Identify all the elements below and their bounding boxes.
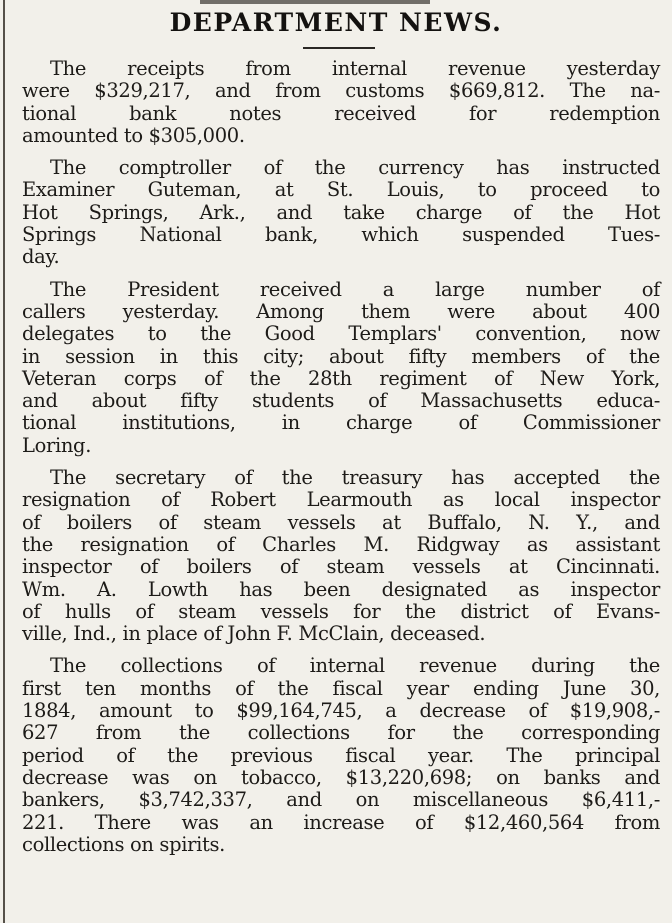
paragraph-line: tional bank notes received for redemption (22, 101, 660, 125)
top-rule-fragment (200, 0, 430, 4)
paragraph-comptroller (22, 157, 660, 268)
paragraph-line: first ten months of the fiscal year ending June 30, (22, 676, 660, 700)
paragraph-line: delegates to the Good Templars' convention, now (22, 322, 660, 346)
paragraph-internal-revenue-collections (22, 655, 660, 856)
paragraph-line: The President received a large number of (50, 277, 660, 301)
paragraph-line: and about fifty students of Massachusetts educa- (22, 389, 660, 413)
paragraph-line: 1884, amount to $99,164,745, a decrease of $19,908,- (22, 699, 660, 723)
paragraph-line: collections on spirits. (22, 832, 225, 856)
paragraph-line: amounted to $305,000. (22, 123, 245, 147)
paragraph-line: Hot Springs, Ark., and take charge of the Hot (22, 200, 660, 224)
paragraph-line: resignation of Robert Learmouth as local inspector (22, 488, 660, 512)
paragraph-line: The collections of internal revenue during the (50, 654, 660, 678)
headline: DEPARTMENT NEWS. (169, 8, 503, 37)
paragraph-line: of hulls of steam vessels for the district of Evans- (22, 599, 660, 623)
paragraph-line: The receipts from internal revenue yesterday (50, 57, 660, 80)
paragraph-line: 627 from the collections for the corresponding (22, 721, 660, 745)
paragraph-line: were $329,217, and from customs $669,812. The na- (22, 79, 660, 103)
article-body (22, 58, 660, 866)
paragraph-line: decrease was on tobacco, $13,220,698; on banks and (22, 765, 660, 789)
paragraph-line: the resignation of Charles M. Ridgway as assistant (22, 532, 660, 556)
paragraph-line: ville, Ind., in place of John F. McClain, deceased. (22, 622, 486, 646)
paragraph-line: callers yesterday. Among them were about 400 (22, 299, 660, 323)
paragraph-line: tional institutions, in charge of Commissioner (22, 411, 660, 435)
paragraph-line: of boilers of steam vessels at Buffalo, N. Y., and (22, 510, 660, 534)
paragraph-line: Veteran corps of the 28th regiment of New York, (22, 366, 660, 390)
paragraph-line: Springs National bank, which suspended Tues- (22, 223, 660, 247)
column-rule (3, 0, 5, 923)
paragraph-line: Loring. (22, 433, 92, 457)
paragraph-line: Wm. A. Lowth has been designated as inspector (22, 577, 660, 601)
headline-rule (303, 47, 375, 49)
paragraph-line: Examiner Guteman, at St. Louis, to proceed to (22, 178, 660, 202)
paragraph-line: The comptroller of the currency has instructed (50, 156, 660, 180)
paragraph-line: 221. There was an increase of $12,460,564 from (22, 810, 660, 834)
paragraph-line: inspector of boilers of steam vessels at Cincinnati. (22, 555, 660, 579)
paragraph-line: day. (22, 245, 60, 269)
paragraph-line: The secretary of the treasury has accepted the (50, 466, 660, 490)
paragraph-president-callers (22, 279, 660, 457)
paragraph-line: bankers, $3,742,337, and on miscellaneous $6,411,- (22, 788, 660, 812)
paragraph-line: period of the previous fiscal year. The principal (22, 743, 660, 767)
paragraph-line: in session in this city; about fifty members of the (22, 344, 660, 368)
paragraph-treasury-resignations (22, 467, 660, 645)
paragraph-revenue-receipts (22, 58, 660, 147)
